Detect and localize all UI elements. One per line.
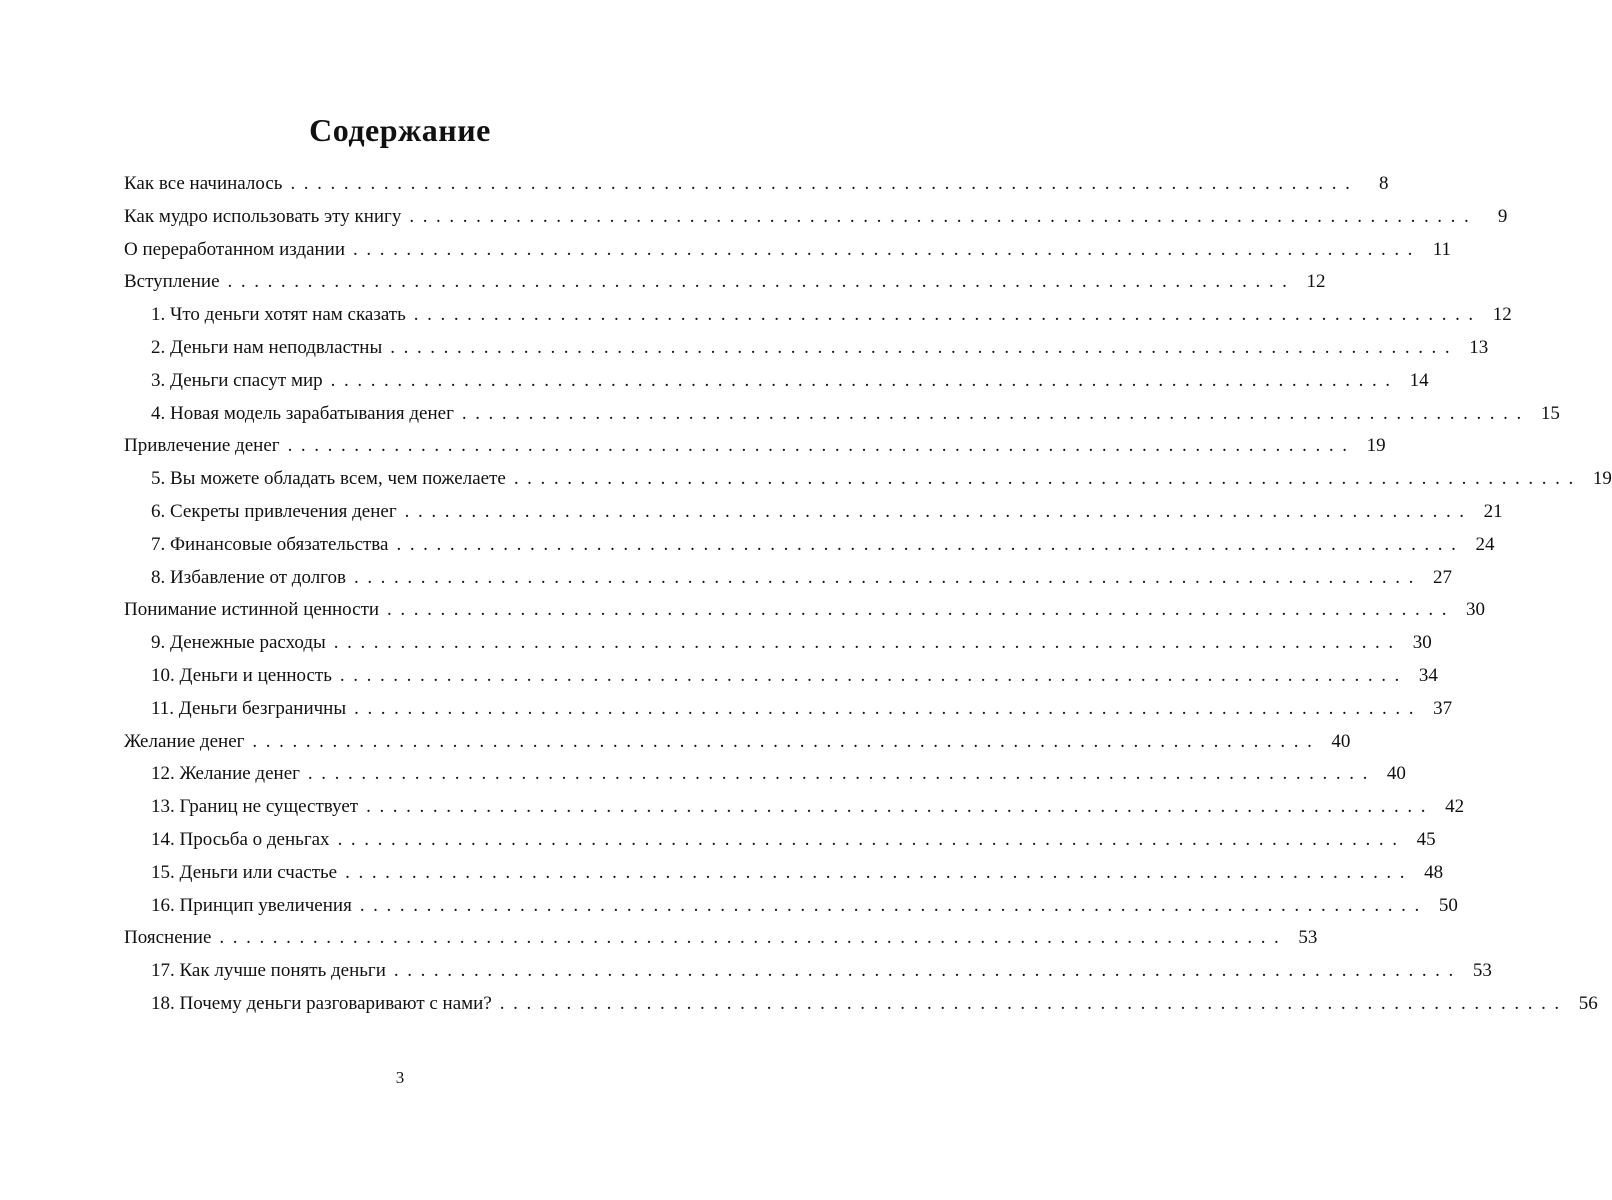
page-title: Содержание bbox=[309, 112, 491, 148]
toc-section-row bbox=[124, 435, 1386, 468]
toc-chapter-row bbox=[124, 304, 1512, 337]
toc-entry-label: Пояснение bbox=[124, 927, 212, 949]
toc-entry-label: 2. Деньги нам неподвластны bbox=[151, 336, 383, 358]
toc-entry-page: 19 bbox=[1366, 435, 1386, 457]
toc-entry-page: 30 bbox=[1412, 632, 1432, 654]
toc-chapter-row bbox=[124, 697, 1453, 731]
toc-dot-leader: ................................................................................ bbox=[353, 566, 1422, 588]
toc-chapter-row bbox=[124, 763, 1406, 796]
toc-entry-page: 9 bbox=[1497, 205, 1508, 227]
toc-entry-label: 14. Просьба о деньгах bbox=[151, 828, 330, 850]
toc-entry-label: 10. Деньги и ценность bbox=[151, 664, 332, 686]
toc-entry-label: Как все начиналось bbox=[124, 173, 283, 194]
toc-dot-leader: ................................................................................ bbox=[409, 205, 1478, 227]
toc-dot-leader: ................................................................................ bbox=[513, 468, 1582, 490]
toc-chapter-row bbox=[124, 828, 1436, 862]
toc-dot-leader: ................................................................................ bbox=[404, 500, 1473, 522]
toc-chapter-row bbox=[124, 894, 1458, 928]
toc-dot-leader: ................................................................................ bbox=[366, 796, 1435, 818]
toc-dot-leader: ................................................................................ bbox=[345, 861, 1414, 883]
toc-section-row bbox=[124, 730, 1351, 764]
toc-chapter-row bbox=[124, 533, 1495, 567]
toc-entry-label: 12. Желание денег bbox=[151, 763, 300, 785]
toc-dot-leader: ................................................................................ bbox=[227, 271, 1296, 293]
toc-dot-leader: ................................................................................ bbox=[393, 960, 1462, 982]
toc-entry-label: 18. Почему деньги разговаривают с нами? bbox=[151, 992, 492, 1014]
toc-chapter-row bbox=[124, 632, 1432, 665]
toc-dot-leader: ................................................................................ bbox=[413, 304, 1482, 326]
toc-entry-page: 19 bbox=[1592, 468, 1612, 490]
toc-entry-label: 11. Деньги безграничны bbox=[151, 697, 347, 719]
toc-chapter-row bbox=[124, 664, 1438, 698]
toc-dot-leader: ................................................................................ bbox=[337, 828, 1406, 850]
toc-entry-page: 30 bbox=[1466, 599, 1486, 621]
toc-entry-page: 48 bbox=[1424, 861, 1444, 883]
toc-dot-leader: ................................................................................ bbox=[387, 599, 1456, 621]
toc-dot-leader: ................................................................................ bbox=[307, 763, 1376, 785]
toc-entry-page: 12 bbox=[1492, 304, 1512, 326]
toc-section-row bbox=[124, 238, 1452, 272]
toc-dot-leader: ................................................................................ bbox=[252, 730, 1321, 752]
toc-entry-page: 40 bbox=[1386, 763, 1406, 785]
toc-entry-label: Вступление bbox=[124, 271, 220, 293]
toc-entry-label: 9. Денежные расходы bbox=[151, 632, 326, 654]
toc-dot-leader: ................................................................................ bbox=[354, 697, 1423, 719]
toc-dot-leader: ................................................................................ bbox=[290, 173, 1359, 194]
toc-entry-label: 7. Финансовые обязательства bbox=[151, 533, 389, 555]
toc-entry-page: 12 bbox=[1306, 271, 1326, 293]
toc-chapter-row bbox=[124, 861, 1444, 895]
toc-chapter-row bbox=[124, 500, 1503, 534]
toc-dot-leader: ................................................................................ bbox=[353, 238, 1422, 260]
toc-entry-label: 16. Принцип увеличения bbox=[151, 894, 352, 916]
toc-entry-page: 53 bbox=[1298, 927, 1318, 949]
toc-entry-label: Как мудро использовать эту книгу bbox=[124, 205, 402, 227]
toc-chapter-row bbox=[124, 566, 1452, 600]
toc-dot-leader: ................................................................................ bbox=[219, 927, 1288, 949]
toc-dot-leader: ................................................................................ bbox=[396, 533, 1465, 555]
toc-section-row bbox=[124, 927, 1318, 960]
toc-entry-page: 37 bbox=[1433, 697, 1453, 719]
toc-entry-label: 13. Границ не существует bbox=[151, 796, 359, 818]
toc-entry-label: Понимание истинной ценности bbox=[124, 599, 380, 621]
toc-dot-leader: ................................................................................ bbox=[390, 336, 1459, 358]
table-of-contents bbox=[124, 173, 1612, 1026]
toc-entry-label: 17. Как лучше понять деньги bbox=[151, 960, 386, 982]
toc-entry-page: 27 bbox=[1432, 566, 1452, 588]
page-number: 3 bbox=[395, 1068, 405, 1087]
toc-entry-page: 56 bbox=[1578, 992, 1598, 1014]
toc-dot-leader: ................................................................................ bbox=[330, 369, 1399, 391]
toc-entry-page: 45 bbox=[1416, 828, 1436, 850]
toc-entry-page: 42 bbox=[1445, 796, 1465, 818]
toc-entry-page: 34 bbox=[1418, 664, 1438, 686]
toc-chapter-row bbox=[124, 796, 1465, 829]
toc-dot-leader: ................................................................................ bbox=[359, 894, 1428, 916]
toc-section-row bbox=[124, 271, 1326, 304]
toc-chapter-row bbox=[124, 468, 1612, 501]
toc-entry-label: 4. Новая модель зарабатывания денег bbox=[151, 402, 454, 424]
toc-entry-label: 15. Деньги или счастье bbox=[151, 861, 338, 883]
toc-dot-leader: ................................................................................ bbox=[287, 435, 1356, 457]
toc-dot-leader: ................................................................................ bbox=[333, 632, 1402, 654]
toc-entry-label: О переработанном издании bbox=[124, 238, 346, 260]
toc-dot-leader: ................................................................................ bbox=[461, 402, 1530, 424]
toc-entry-page: 14 bbox=[1409, 369, 1429, 391]
toc-chapter-row bbox=[124, 960, 1492, 993]
toc-chapter-row bbox=[124, 402, 1560, 436]
toc-dot-leader: ................................................................................ bbox=[499, 992, 1568, 1014]
toc-entry-page: 13 bbox=[1469, 336, 1489, 358]
toc-entry-page: 50 bbox=[1438, 894, 1458, 916]
toc-entry-label: 8. Избавление от долгов bbox=[151, 566, 346, 588]
toc-chapter-row bbox=[124, 992, 1598, 1026]
toc-entry-label: 5. Вы можете обладать всем, чем пожелаете bbox=[151, 468, 506, 490]
toc-entry-page: 40 bbox=[1331, 730, 1351, 752]
toc-entry-page: 21 bbox=[1483, 500, 1503, 522]
toc-entry-label: 1. Что деньги хотят нам сказать bbox=[151, 304, 406, 326]
toc-entry-page: 15 bbox=[1540, 402, 1560, 424]
toc-entry-page: 53 bbox=[1472, 960, 1492, 982]
toc-entry-page: 8 bbox=[1378, 173, 1389, 194]
toc-entry-label: 3. Деньги спасут мир bbox=[151, 369, 323, 391]
toc-section-row bbox=[124, 599, 1486, 632]
toc-dot-leader: ................................................................................ bbox=[339, 664, 1408, 686]
toc-chapter-row bbox=[124, 336, 1489, 370]
toc-section-row bbox=[124, 173, 1389, 206]
toc-entry-page: 24 bbox=[1475, 533, 1495, 555]
toc-section-row bbox=[124, 205, 1508, 239]
toc-entry-label: Желание денег bbox=[124, 730, 245, 752]
toc-entry-label: 6. Секреты привлечения денег bbox=[151, 500, 397, 522]
toc-entry-page: 11 bbox=[1432, 238, 1452, 260]
toc-chapter-row bbox=[124, 369, 1429, 403]
toc-entry-label: Привлечение денег bbox=[124, 435, 280, 457]
